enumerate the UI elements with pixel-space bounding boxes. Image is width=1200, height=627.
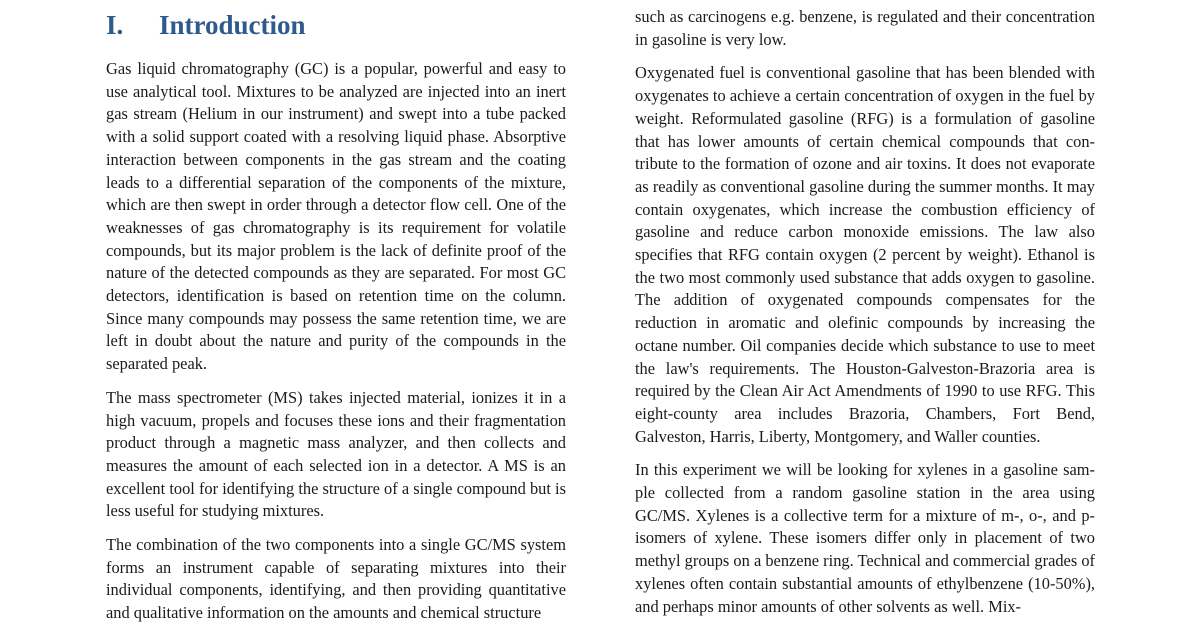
section-heading xyxy=(106,5,566,45)
left-column xyxy=(106,0,566,627)
paragraph-gc-intro: Gas liquid chromatography (GC) is a popular, powerful and easy to use analytical tool. Mixtures to be analyzed are injected into an inert gas stream (Helium in our instrument) and swept into a tube packed with a solid support coated with a resolving liquid phase. Absorptive interaction between components in the gas stream and the coating leads to a differential separation of the components of the mixture, which are then swept in order through a detector flow cell. One of the weaknesses of gas chromatography is its requirement for volatile compounds, but its major problem is the lack of definite proof of the nature of the detected compounds as they are separated. For most GC detectors, identification is based on retention time on the column. Since many compounds may possess the same retention time, we are left in doubt about the nature and purity of the compounds in the separated peak. xyxy=(106,59,566,374)
paragraph-mass-spectrometer: The mass spectrometer (MS) takes injected material, ionizes it in a high vacuum, propels and focuses these ions and their fragmentation product through a magnetic mass analyzer, and then collects and measures the amount of each selected ion in a detector. A MS is an excellent tool for identifying the structure of a single compound but is less useful for studying mixtures. xyxy=(106,387,566,521)
section-number: I. xyxy=(106,10,124,40)
right-column xyxy=(635,0,1095,627)
paragraph-gcms-combination: The combination of the two components into a single GC/MS system forms an instrument capable of separating mixtures into their individual components, identifying, and then providing quantitative and qualitative information on the amounts and chemical structure xyxy=(106,535,566,623)
paragraph-oxygenated-fuel: Oxygenated fuel is conventional gasoline that has been blended with oxygenates to achieve a certain concentration of oxygen in the fuel by weight. Reformulated gasoline (RFG) is a formulation of gasoline that has lower amounts of certain chemical compounds that contribute to the formation of ozone and air toxins. It does not evaporate as readily as conventional gasoline during the summer months. It may contain oxygenates, which increase the combustion efficiency of gasoline and reduce carbon monoxide emissions. The law also specifies that RFG contain oxygen (2 percent by weight). Ethanol is the two most commonly used substance that adds oxygen to gasoline. The addition of oxygenated compounds compensates for the reduction in aromatic and olefinic compounds by increasing the octane number. Oil companies decide which substance to use to meet the law's requirements. The Houston-Galveston-Brazoria area is required by the Clean Air Act Amendments of 1990 to use RFG. This eight-county area includes Brazoria, Chambers, Fort Bend, Galveston, Harris, Liberty, Montgomery, and Waller counties. xyxy=(635,63,1095,446)
paragraph-xylenes-experiment: In this experiment we will be looking for xylenes in a gasoline sample collected from a random gasoline station in the area using GC/MS. Xylenes is a collective term for a mixture of m-, o-, and p-isomers of xylene. These isomers differ only in placement of two methyl groups on a benzene ring. Technical and commercial grades of xylenes often contain substantial amounts of ethylbenzene (10-50%), and perhaps minor amounts of other solvents as well. Mix- xyxy=(635,460,1095,616)
paragraph-carcinogens-continuation: such as carcinogens e.g. benzene, is regulated and their concentration in gasoline is very low. xyxy=(635,7,1095,49)
section-title: Introduction xyxy=(159,10,306,40)
